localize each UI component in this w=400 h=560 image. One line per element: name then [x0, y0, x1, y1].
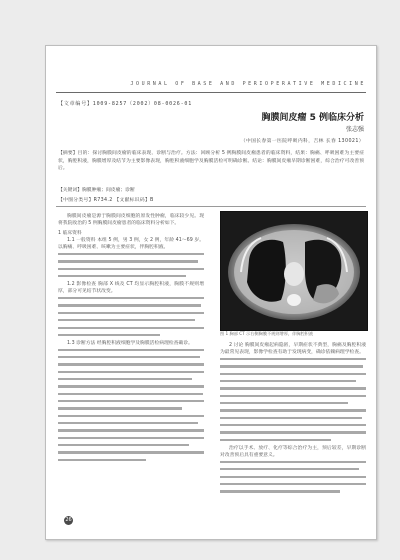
- paragraph: 1.3 诊断方法 经胸腔积液细胞学及胸膜活检病理检查确诊。: [67, 340, 193, 346]
- figure-caption: 图 1 胸部 CT 示右侧胸膜不规则增厚，伴胸腔积液: [220, 331, 314, 336]
- author-name: 张志强: [345, 126, 364, 133]
- header-rule: [56, 92, 366, 93]
- text-block: [58, 252, 204, 281]
- abstract-rule: [56, 206, 366, 207]
- text-block: [220, 357, 366, 445]
- text-block: [220, 460, 366, 497]
- paragraph: 1.2 影像检查 胸部 X 线及 CT 均显示胸腔积液，胸膜不规则增厚，部分可见结节状改变。: [58, 282, 204, 295]
- section-heading: 1 临床资料: [58, 230, 82, 236]
- page-number: 26: [65, 517, 72, 523]
- intro-paragraph: 胸膜间皮瘤是源于胸膜间皮细胞的原发性肿瘤，临床较少见。现将我院收治的 5 例胸膜间皮瘤患者的临床资料分析如下。: [58, 214, 204, 227]
- author-affiliation: （中国长春第一医院呼吸内科，吉林 长春 130021）: [240, 139, 364, 144]
- paragraph: 治疗以手术、放疗、化疗等综合治疗为主，预后较差，早期诊断对改善预后具有重要意义。: [220, 445, 366, 459]
- keywords: 【关键词】胸膜肿瘤；间皮瘤；诊断: [58, 188, 135, 193]
- text-block: [58, 347, 204, 465]
- paragraph: 2 讨论 胸膜间皮瘤起病隐匿，早期症状不典型，胸痛及胸腔积液为最常见表现，影像学检查有助于发现病变，确诊依赖病理学检查。: [220, 343, 366, 356]
- abstract: 【摘要】目的：探讨胸膜间皮瘤的临床表现、诊断与治疗。方法：回顾分析 5 例胸膜间皮瘤患者的临床资料，结果：胸痛、呼吸困难为主要症状，胸腔积液，胸膜增厚及结节为主要影像表现，胸腔积液细胞学及胸膜活检可明确诊断。结论：胸膜间皮瘤早期诊断困难，综合治疗可改善预后。: [58, 151, 364, 172]
- article-title: 胸膜间皮瘤 5 例临床分析: [261, 113, 364, 123]
- ct-scan-image: [220, 211, 368, 331]
- document-page: [45, 45, 377, 540]
- classification: 【中图分类号】R734.2 【文献标识码】B: [58, 198, 154, 203]
- journal-header: JOURNAL OF BASE AND PERIOPERATIVE MEDICINE: [130, 81, 366, 87]
- article-meta: 【文章编号】1009-8257（2002）08-0026-01: [58, 101, 193, 107]
- ct-scan-graphic: [221, 212, 367, 330]
- left-column: [58, 213, 204, 465]
- text-block: [58, 296, 204, 340]
- paragraph: 1.1 一般资料 本组 5 例，男 3 例，女 2 例，年龄 41～69 岁。以胸痛、呼吸困难、咳嗽为主要症状，伴胸腔积液。: [58, 238, 204, 251]
- right-column: [220, 342, 366, 496]
